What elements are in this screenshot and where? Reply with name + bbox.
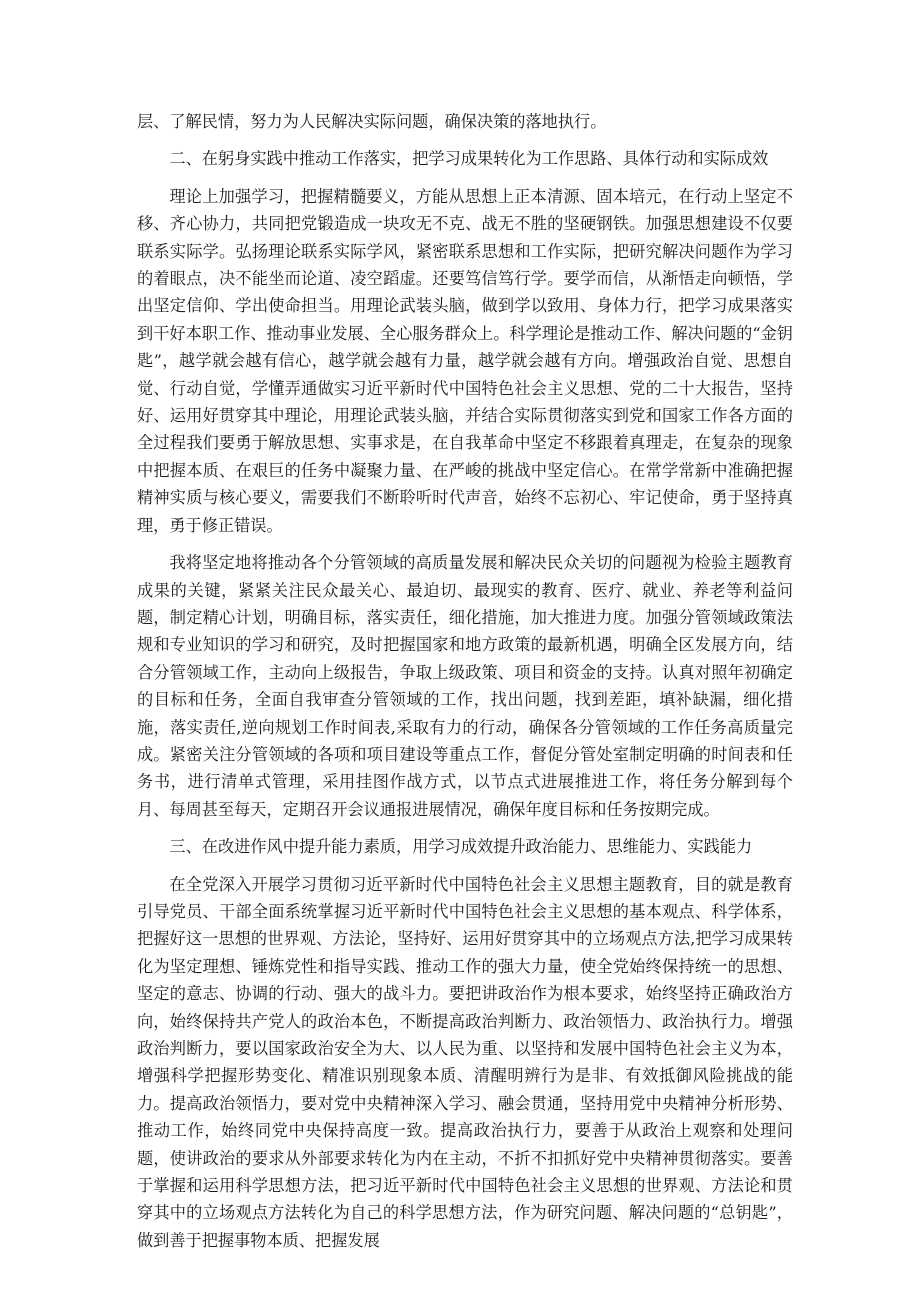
body-paragraph: 在全党深入开展学习贯彻习近平新时代中国特色社会主义思想主题教育，目的就是教育引导党员、干部全面系统掌握习近平新时代中国特色社会主义思想的基本观点、科学体系，把握好这一思想的世界观、方法论，坚持好、运用好贯穿其中的立场观点方法,把学习成果转化为坚定理想、锤炼党性和指导实践、推动工作的强大力量，使全党始终保持统一的思想、坚定的意志、协调的行动、强大的战斗力。要把讲政治作为根本要求，始终坚持正确政治方向，始终保持共产党人的政治本色，不断提高政治判断力、政治领悟力、政治执行力。增强政治判断力，要以国家政治安全为大、以人民为重、以坚持和发展中国特色社会主义为本，增强科学把握形势变化、精准识别现象本质、清醒明辨行为是非、有效抵御风险挑战的能力。提高政治领悟力，要对党中央精神深入学习、融会贯通，坚持用党中央精神分析形势、推动工作，始终同党中央保持高度一致。提高政治执行力，要善于从政治上观察和处理问题，使讲政治的要求从外部要求转化为内在主动，不折不扣抓好党中央精神贯彻落实。要善于掌握和运用科学思想方法，把习近平新时代中国特色社会主义思想的世界观、方法论和贯穿其中的立场观点方法转化为自己的科学思想方法，作为研究问题、解决问题的“总钥匙”，做到善于把握事物本质、把握发展 [137, 874, 793, 1250]
section-heading-two: 二、在躬身实践中推动工作落实，把学习成果转化为工作思路、具体行动和实际成效 [169, 149, 769, 169]
section-heading-three: 三、在改进作风中提升能力素质，用学习成效提升政治能力、思维能力、实践能力 [169, 837, 753, 857]
document-page [137, 108, 793, 1264]
paragraph-continuation: 层、了解民情，努力为人民解决实际问题，确保决策的落地执行。 [137, 112, 607, 131]
body-paragraph: 理论上加强学习，把握精髓要义，方能从思想上正本清源、固本培元，在行动上坚定不移、齐心协力，共同把党锻造成一块攻无不克、战无不胜的坚硬钢铁。加强思想建设不仅要联系实际学。弘扬理论联系实际学风，紧密联系思想和工作实际，把研究解决问题作为学习的着眼点，决不能坐而论道、凌空蹈虚。还要笃信笃行学。要学而信，从渐悟走向顿悟，学出坚定信仰、学出使命担当。用理论武装头脑，做到学以致用、身体力行，把学习成果落实到干好本职工作、推动事业发展、全心服务群众上。科学理论是推动工作、解决问题的“金钥匙”，越学就会越有信心，越学就会越有力量，越学就会越有方向。增强政治自觉、思想自觉、行动自觉，学懂弄通做实习近平新时代中国特色社会主义思想、党的二十大报告，坚持好、运用好贯穿其中理论，用理论武装头脑，并结合实际贯彻落实到党和国家工作各方面的全过程我们要勇于解放思想、实事求是，在自我革命中坚定不移跟着真理走，在复杂的现象中把握本质、在艰巨的任务中凝聚力量、在严峻的挑战中坚定信心。在常学常新中准确把握精神实质与核心要义，需要我们不断聆听时代声音，始终不忘初心、牢记使命，勇于坚持真理，勇于修正错误。 [137, 186, 793, 535]
body-paragraph: 我将坚定地将推动各个分管领域的高质量发展和解决民众关切的问题视为检验主题教育成果的关键，紧紧关注民众最关心、最迫切、最现实的教育、医疗、就业、养老等利益问题，制定精心计划，明确目标，落实责任，细化措施，加大推进力度。加强分管领域政策法规和专业知识的学习和研究，及时把握国家和地方政策的最新机遇，明确全区发展方向，结合分管领域工作，主动向上级报告，争取上级政策、项目和资金的支持。认真对照年初确定的目标和任务，全面自我审查分管领域的工作，找出问题，找到差距，填补缺漏，细化措施，落实责任,逆向规划工作时间表,采取有力的行动，确保各分管领域的工作任务高质量完成。紧密关注分管领域的各项和项目建设等重点工作，督促分管处室制定明确的时间表和任务书，进行清单式管理，采用挂图作战方式，以节点式进展推进工作，将任务分解到每个月、每周甚至每天，定期召开会议通报进展情况，确保年度目标和任务按期完成。 [137, 553, 793, 819]
